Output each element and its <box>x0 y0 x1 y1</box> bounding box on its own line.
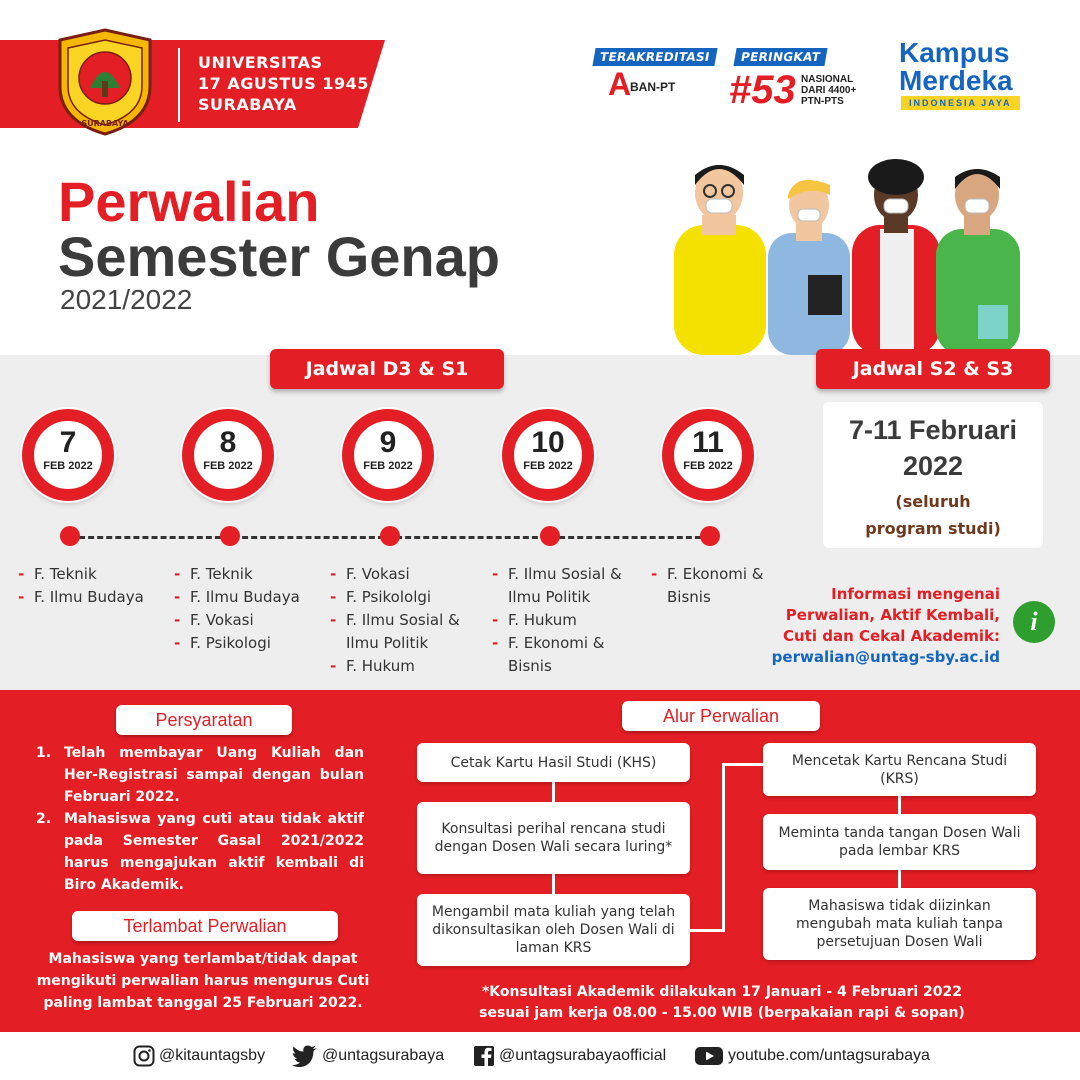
flow-connector <box>722 763 725 932</box>
ranking-tag: PERINGKAT <box>733 48 827 66</box>
facebook-icon <box>473 1045 495 1067</box>
student-yellow-figure <box>674 165 766 355</box>
late-label: Terlambat Perwalian <box>72 911 338 941</box>
info-email-link[interactable]: perwalian@untag-sby.ac.id <box>771 648 1000 666</box>
logo-city: SURABAYA <box>81 119 129 128</box>
faculty-list-9 <box>330 563 470 678</box>
ranking-desc-line: PTN-PTS <box>801 96 844 107</box>
date-day: 9 <box>379 426 397 459</box>
faculty-item: - F. Teknik <box>18 563 168 586</box>
flow-footnote-line: sesuai jam kerja 08.00 - 15.00 WIB (berpakaian rapi & sopan) <box>479 1005 965 1021</box>
faculty-item: - F. Ekonomi & Bisnis <box>492 632 632 678</box>
schedule-s2-note <box>823 488 1043 542</box>
facebook-handle: @untagsurabayaofficial <box>499 1047 667 1064</box>
flow-step-khs: Cetak Kartu Hasil Studi (KHS) <box>417 743 690 782</box>
info-line: Perwalian, Aktif Kembali, <box>785 606 1000 624</box>
info-line: Cuti dan Cekal Akademik: <box>783 627 1000 645</box>
ranking-number: #53 <box>729 68 796 112</box>
instagram-handle: @kitauntagsby <box>159 1047 266 1064</box>
flow-connector <box>898 870 901 888</box>
page-title-line1: Perwalian <box>58 170 320 233</box>
faculty-item: - F. Psikologi <box>174 632 324 655</box>
faculty-item: - F. Vokasi <box>330 563 470 586</box>
schedule-s2-note-line: program studi) <box>865 519 1001 538</box>
ranking-desc-line: NASIONAL <box>801 74 854 85</box>
merdeka-line: Merdeka <box>899 65 1013 96</box>
flow-connector <box>898 796 901 814</box>
student-blue-figure <box>768 180 850 355</box>
date-circle-10 <box>502 409 594 501</box>
instagram-icon <box>133 1045 155 1067</box>
schedule-s2-s3-label: Jadwal S2 & S3 <box>816 349 1050 389</box>
youtube-icon <box>694 1045 724 1067</box>
schedule-s2-date-line: 7-11 Februari <box>848 415 1018 445</box>
date-circle-11 <box>662 409 754 501</box>
faculty-item: - F. Vokasi <box>174 609 324 632</box>
schedule-s2-note-line: (seluruh <box>895 492 971 511</box>
faculty-item: - F. Ekonomi & Bisnis <box>651 563 781 609</box>
requirement-item <box>36 742 364 808</box>
date-month: FEB 2022 <box>43 460 93 472</box>
requirement-number: 2. <box>36 811 52 827</box>
faculty-list-7 <box>18 563 168 609</box>
info-text <box>730 584 1000 668</box>
date-month: FEB 2022 <box>363 460 413 472</box>
faculty-item: - F. Psikololgi <box>330 586 470 609</box>
date-month: FEB 2022 <box>203 460 253 472</box>
flow-footnote <box>412 982 1032 1024</box>
info-line: Informasi mengenai <box>831 585 1000 603</box>
youtube-link[interactable] <box>694 1045 930 1067</box>
accreditation-agency: BAN-PT <box>630 80 676 94</box>
accreditation-grade: A <box>608 66 632 102</box>
date-day: 8 <box>219 426 237 459</box>
flow-connector <box>552 782 555 804</box>
student-green-figure <box>936 169 1020 355</box>
timeline-dot <box>60 526 80 546</box>
faculty-item: - F. Teknik <box>174 563 324 586</box>
faculty-item: - F. Ilmu Sosial & Ilmu Politik <box>492 563 632 609</box>
faculty-item: - F. Hukum <box>330 655 470 678</box>
twitter-link[interactable] <box>292 1045 444 1067</box>
requirement-number: 1. <box>36 745 52 761</box>
faculty-list-10 <box>492 563 632 678</box>
flow-footnote-line: *Konsultasi Akademik dilakukan 17 Januari - 4 Februari 2022 <box>481 984 963 1000</box>
schedule-s2-date-line: 2022 <box>902 451 964 481</box>
twitter-handle: @untagsurabaya <box>322 1047 445 1064</box>
timeline-dot <box>700 526 720 546</box>
faculty-item: - F. Ilmu Budaya <box>174 586 324 609</box>
schedule-s2-date <box>823 412 1043 484</box>
ranking-desc-line: DARI 4400+ <box>801 85 857 96</box>
flow-step-consult: Konsultasi perihal rencana studi dengan Dosen Wali secara luring* <box>417 802 690 874</box>
university-line: 17 AGUSTUS 1945 <box>198 74 369 93</box>
flow-label: Alur Perwalian <box>622 701 820 731</box>
flow-connector <box>690 929 722 932</box>
page-title-year: 2021/2022 <box>60 284 193 315</box>
flow-step-sign-krs: Meminta tanda tangan Dosen Wali pada lembar KRS <box>763 814 1036 870</box>
flow-step-no-change: Mahasiswa tidak diizinkan mengubah mata kuliah tanpa persetujuan Dosen Wali <box>763 888 1036 960</box>
students-illustration <box>668 155 1038 355</box>
ranking-description <box>801 74 856 107</box>
date-month: FEB 2022 <box>523 460 573 472</box>
requirements-list <box>36 742 364 896</box>
faculty-item: - F. Ilmu Sosial & Ilmu Politik <box>330 609 470 655</box>
university-name <box>198 52 369 115</box>
requirement-text: Telah membayar Uang Kuliah dan Her-Registrasi sampai dengan bulan Februari 2022. <box>64 745 364 805</box>
facebook-link[interactable] <box>473 1045 666 1067</box>
student-red-figure <box>852 159 940 355</box>
flow-connector <box>552 874 555 896</box>
date-circle-8 <box>182 409 274 501</box>
university-line: UNIVERSITAS <box>198 53 323 72</box>
timeline-dot <box>220 526 240 546</box>
accreditation-badge <box>590 44 711 114</box>
late-text: Mahasiswa yang terlambat/tidak dapat mengikuti perwalian harus mengurus Cuti paling lambat tanggal 25 Februari 2022. <box>36 951 370 1011</box>
requirements-label: Persyaratan <box>116 705 292 735</box>
date-day: 7 <box>59 426 77 459</box>
youtube-url: youtube.com/untagsurabaya <box>728 1047 930 1064</box>
accreditation-tag: TERAKREDITASI <box>592 48 717 66</box>
schedule-d3-s1-label: Jadwal D3 & S1 <box>270 349 504 389</box>
university-logo <box>50 26 160 138</box>
requirement-text: Mahasiswa yang cuti atau tidak aktif pada Semester Gasal 2021/2022 harus mengajukan aktif kembali di Biro Akademik. <box>64 811 364 893</box>
kampus-merdeka-logo <box>895 38 1055 118</box>
university-line: SURABAYA <box>198 95 297 114</box>
faculty-item: - F. Ilmu Budaya <box>18 586 168 609</box>
flow-connector <box>722 763 764 766</box>
date-circle-7 <box>22 409 114 501</box>
indonesia-jaya-line: INDONESIA JAYA <box>901 96 1020 110</box>
faculty-list-8 <box>174 563 324 655</box>
requirement-item <box>36 808 364 896</box>
header-divider <box>178 48 180 122</box>
flow-step-take-courses: Mengambil mata kuliah yang telah dikonsultasikan oleh Dosen Wali di laman KRS <box>417 894 690 966</box>
date-day: 10 <box>531 426 565 459</box>
ranking-badge <box>725 44 875 119</box>
kampus-line: Kampus <box>899 37 1010 68</box>
date-month: FEB 2022 <box>683 460 733 472</box>
timeline-dot <box>380 526 400 546</box>
page-title-line2: Semester Genap <box>58 225 500 288</box>
date-circle-9 <box>342 409 434 501</box>
date-day: 11 <box>692 426 724 459</box>
info-icon: i <box>1013 601 1055 643</box>
schedule-s2-box <box>823 402 1043 548</box>
flow-step-print-krs: Mencetak Kartu Rencana Studi (KRS) <box>763 743 1036 796</box>
twitter-icon <box>292 1045 318 1067</box>
faculty-item: - F. Hukum <box>492 609 632 632</box>
instagram-link[interactable] <box>133 1045 265 1067</box>
timeline-dot <box>540 526 560 546</box>
